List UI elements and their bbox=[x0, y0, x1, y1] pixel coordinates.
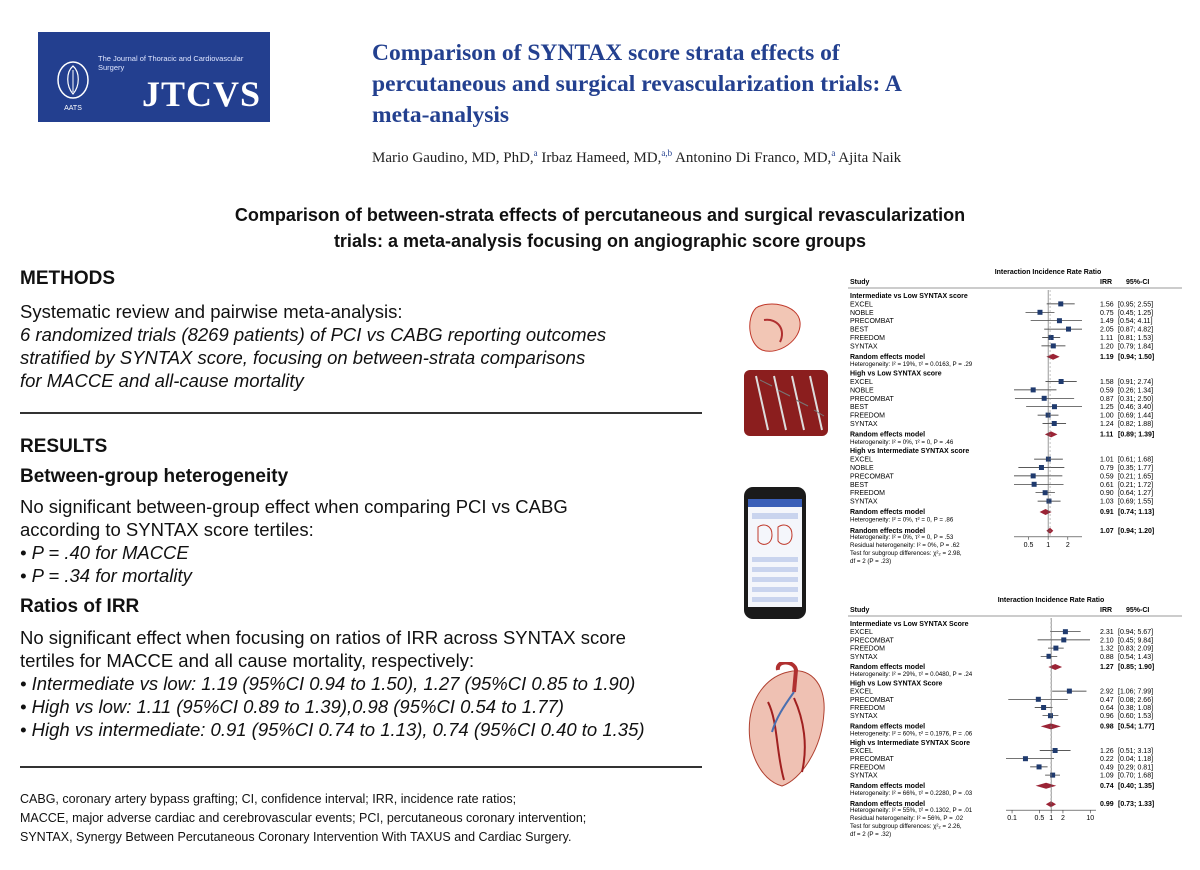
overall-irr: 1.07 bbox=[1100, 527, 1114, 535]
estimate-marker bbox=[1059, 379, 1064, 384]
title-line: Comparison of SYNTAX score strata effects of bbox=[372, 40, 840, 66]
bullet-item: • P = .34 for mortality bbox=[20, 565, 192, 586]
group-heading: High vs Intermediate SYNTAX score bbox=[850, 448, 970, 456]
pooled-diamond bbox=[1040, 509, 1052, 515]
results-line: No significant effect when focusing on ratios of IRR across SYNTAX score bbox=[20, 627, 626, 648]
overall-note: Heterogeneity: I² = 55%, τ² = 0.1302, P = .01 bbox=[850, 807, 973, 815]
irr-value: 1.20 bbox=[1100, 343, 1114, 351]
pooled-ci: [0.74; 1.13] bbox=[1118, 509, 1155, 516]
irr-value: 1.25 bbox=[1100, 404, 1114, 412]
results-subheading: Between-group heterogeneity bbox=[20, 466, 289, 487]
ci-value: [0.60; 1.53] bbox=[1118, 713, 1154, 721]
column-header-study: Study bbox=[850, 279, 870, 286]
heterogeneity-stat: Heterogeneity: I² = 0%, τ² = 0, P = .46 bbox=[850, 438, 954, 446]
study-name: SYNTAX bbox=[850, 421, 878, 428]
ci-value: [0.69; 1.44] bbox=[1118, 412, 1154, 420]
study-name: SYNTAX bbox=[850, 772, 878, 780]
ci-value: [0.54; 4.11] bbox=[1118, 318, 1153, 326]
ci-value: [0.08; 2.66] bbox=[1118, 696, 1154, 704]
overall-ci: [0.94; 1.20] bbox=[1118, 527, 1155, 535]
column-header-study: Study bbox=[850, 607, 870, 614]
estimate-marker bbox=[1031, 473, 1036, 478]
footnote-line: CABG, coronary artery bypass grafting; CI, confidence interval; IRR, incidence rate ratios; bbox=[20, 792, 517, 806]
logo-text: JTCVS bbox=[142, 74, 262, 114]
pooled-irr: 0.74 bbox=[1100, 782, 1114, 790]
ci-value: [0.26; 1.34] bbox=[1118, 387, 1154, 395]
x-tick-label: 0.5 bbox=[1034, 815, 1045, 823]
pooled-irr: 1.27 bbox=[1100, 664, 1114, 671]
irr-value: 2.10 bbox=[1100, 637, 1114, 645]
ci-value: [0.82; 1.88] bbox=[1118, 421, 1154, 428]
overall-note: Residual heterogeneity: I² = 0%, P = .62 bbox=[850, 541, 960, 549]
pooled-label: Random effects model bbox=[850, 782, 926, 790]
heterogeneity-stat: Heterogeneity: I² = 66%, τ² = 0.2280, P = .03 bbox=[850, 790, 973, 797]
irr-value: 2.05 bbox=[1100, 326, 1114, 334]
affiliation-mark: a bbox=[831, 148, 836, 158]
estimate-marker bbox=[1043, 490, 1048, 495]
irr-value: 0.49 bbox=[1100, 764, 1114, 772]
study-name: FREEDOM bbox=[850, 645, 885, 653]
overall-label: Random effects model bbox=[850, 527, 926, 535]
results-heading: RESULTS bbox=[20, 436, 108, 457]
overall-label: Random effects model bbox=[850, 801, 926, 809]
overall-note: Residual heterogeneity: I² = 56%, P = .02 bbox=[850, 815, 964, 823]
heterogeneity-stat: Heterogeneity: I² = 60%, τ² = 0.1976, P = .06 bbox=[850, 730, 973, 738]
study-name: FREEDOM bbox=[850, 490, 885, 498]
irr-value: 0.59 bbox=[1100, 473, 1114, 481]
irr-value: 0.90 bbox=[1100, 490, 1114, 498]
study-name: SYNTAX bbox=[850, 713, 878, 721]
study-name: PRECOMBAT bbox=[850, 395, 894, 403]
x-tick-label: 1 bbox=[1046, 541, 1051, 549]
pooled-label: Random effects model bbox=[850, 723, 926, 731]
heart-bypass-illustration bbox=[738, 662, 838, 792]
x-tick-label: 2 bbox=[1060, 815, 1065, 823]
pooled-ci: [0.85; 1.90] bbox=[1118, 664, 1155, 671]
pooled-label: Random effects model bbox=[850, 664, 926, 671]
study-name: EXCEL bbox=[850, 301, 873, 309]
plot-title: Interaction Incidence Rate Ratio bbox=[994, 269, 1102, 276]
study-name: FREEDOM bbox=[850, 764, 885, 772]
study-name: BEST bbox=[850, 326, 869, 334]
study-name: BEST bbox=[850, 481, 869, 489]
author: Ajita Naik bbox=[838, 150, 902, 166]
study-name: SYNTAX bbox=[850, 653, 878, 661]
study-name: PRECOMBAT bbox=[850, 318, 894, 326]
column-header-irr: IRR bbox=[1100, 279, 1113, 286]
bullet-text: Intermediate vs low: 1.19 (95%CI 0.94 to 1.50), 1.27 (95%CI 0.85 to 1.90) bbox=[31, 673, 636, 694]
ci-value: [0.45; 9.84] bbox=[1118, 637, 1154, 645]
stent-illustration bbox=[738, 300, 834, 440]
irr-value: 0.79 bbox=[1100, 465, 1114, 472]
x-tick-label: 1 bbox=[1049, 815, 1054, 823]
irr-value: 0.87 bbox=[1100, 395, 1114, 403]
estimate-marker bbox=[1063, 629, 1068, 634]
methods-body bbox=[20, 300, 720, 392]
pooled-irr: 1.11 bbox=[1100, 431, 1114, 439]
paper-title bbox=[372, 38, 1072, 131]
bullet-text: High vs low: 1.11 (95%CI 0.89 to 1.39),0.98 (95%CI 0.54 to 1.77) bbox=[31, 696, 564, 717]
ci-value: [0.79; 1.84] bbox=[1118, 343, 1154, 351]
pooled-irr: 0.91 bbox=[1100, 509, 1114, 516]
pooled-ci: [0.89; 1.39] bbox=[1118, 431, 1155, 439]
phone-app-illustration bbox=[742, 485, 808, 621]
title-line: meta-analysis bbox=[372, 102, 510, 128]
methods-line: Systematic review and pairwise meta-analysis: bbox=[20, 301, 403, 322]
ci-value: [0.54; 1.43] bbox=[1118, 653, 1154, 661]
estimate-marker bbox=[1042, 396, 1047, 401]
irr-value: 1.09 bbox=[1100, 772, 1114, 780]
results-line: according to SYNTAX score tertiles: bbox=[20, 519, 314, 540]
ci-value: [0.61; 1.68] bbox=[1118, 456, 1154, 464]
ci-value: [0.04; 1.18] bbox=[1118, 756, 1154, 764]
methods-italic-line: for MACCE and all-cause mortality bbox=[20, 370, 304, 391]
ci-value: [0.51; 3.13] bbox=[1118, 748, 1154, 755]
column-header-ci: 95%-CI bbox=[1126, 607, 1150, 614]
study-name: SYNTAX bbox=[850, 343, 878, 351]
estimate-marker bbox=[1053, 748, 1058, 753]
estimate-marker bbox=[1052, 404, 1057, 409]
group-heading: Intermediate vs Low SYNTAX score bbox=[850, 293, 968, 300]
estimate-marker bbox=[1031, 387, 1036, 392]
irr-value: 0.59 bbox=[1100, 387, 1114, 395]
bullet-item: • High vs low: 1.11 (95%CI 0.89 to 1.39),0.98 (95%CI 0.54 to 1.77) bbox=[20, 696, 564, 717]
ci-value: [0.81; 1.53] bbox=[1118, 335, 1154, 342]
author-list bbox=[372, 148, 1192, 167]
study-name: NOBLE bbox=[850, 465, 874, 472]
x-tick-label: 2 bbox=[1065, 541, 1070, 549]
plot-title: Interaction Incidence Rate Ratio bbox=[997, 597, 1105, 604]
affiliation-mark: a,b bbox=[661, 148, 673, 158]
pooled-diamond bbox=[1048, 664, 1062, 670]
pooled-label: Random effects model bbox=[850, 353, 926, 361]
study-name: EXCEL bbox=[850, 748, 873, 755]
study-name: PRECOMBAT bbox=[850, 637, 894, 645]
irr-value: 1.49 bbox=[1100, 318, 1114, 326]
ci-value: [0.95; 2.55] bbox=[1118, 301, 1154, 309]
ci-value: [0.87; 4.82] bbox=[1118, 326, 1154, 334]
irr-value: 0.61 bbox=[1100, 481, 1114, 489]
bullet-item: • High vs intermediate: 0.91 (95%CI 0.74 to 1.13), 0.74 (95%CI 0.40 to 1.35) bbox=[20, 719, 645, 740]
subtitle-line: trials: a meta-analysis focusing on angiographic score groups bbox=[333, 231, 867, 251]
irr-value: 0.96 bbox=[1100, 713, 1114, 721]
study-name: EXCEL bbox=[850, 629, 873, 637]
bullet-text: High vs intermediate: 0.91 (95%CI 0.74 to 1.13), 0.74 (95%CI 0.40 to 1.35) bbox=[31, 719, 645, 740]
abstract-subtitle bbox=[150, 202, 1050, 254]
overall-note: df = 2 (P = .23) bbox=[850, 557, 892, 565]
irr-value: 1.00 bbox=[1100, 412, 1114, 420]
bullet-text: P = .34 for mortality bbox=[31, 565, 192, 586]
pooled-irr: 1.19 bbox=[1100, 353, 1114, 361]
estimate-marker bbox=[1037, 764, 1042, 769]
ci-value: [0.21; 1.65] bbox=[1118, 473, 1154, 481]
estimate-marker bbox=[1052, 421, 1057, 426]
ci-value: [0.29; 0.81] bbox=[1118, 764, 1154, 772]
pooled-diamond bbox=[1045, 431, 1058, 437]
ci-value: [0.70; 1.68] bbox=[1118, 772, 1154, 780]
study-name: SYNTAX bbox=[850, 498, 878, 506]
study-name: EXCEL bbox=[850, 456, 873, 464]
irr-value: 0.22 bbox=[1100, 756, 1114, 764]
irr-value: 0.47 bbox=[1100, 696, 1114, 704]
heterogeneity-stat: Heterogeneity: I² = 29%, τ² = 0.0480, P = .24 bbox=[850, 671, 973, 679]
aats-seal-icon bbox=[53, 58, 93, 116]
section-divider bbox=[20, 412, 702, 414]
estimate-marker bbox=[1049, 335, 1054, 340]
pooled-ci: [0.40; 1.35] bbox=[1118, 782, 1155, 790]
journal-name: The Journal of Thoracic and Cardiovascular Surgery bbox=[98, 54, 244, 72]
ci-value: [1.06; 7.99] bbox=[1118, 688, 1154, 696]
irr-value: 0.64 bbox=[1100, 705, 1114, 712]
forest-plot-macce bbox=[846, 266, 1186, 590]
results-line: No significant between-group effect when comparing PCI vs CABG bbox=[20, 496, 568, 517]
estimate-marker bbox=[1061, 637, 1066, 642]
ci-value: [0.46; 3.40] bbox=[1118, 404, 1154, 412]
overall-note: Test for subgroup differences: χ²₂ = 2.26, bbox=[850, 823, 962, 831]
x-tick-label: 0.5 bbox=[1023, 541, 1034, 549]
irr-value: 0.88 bbox=[1100, 653, 1114, 661]
estimate-marker bbox=[1053, 646, 1058, 651]
study-name: PRECOMBAT bbox=[850, 696, 894, 704]
group-heading: Intermediate vs Low SYNTAX Score bbox=[850, 621, 969, 628]
bullet-item: • Intermediate vs low: 1.19 (95%CI 0.94 to 1.50), 1.27 (95%CI 0.85 to 1.90) bbox=[20, 673, 636, 694]
pooled-diamond bbox=[1036, 783, 1057, 789]
estimate-marker bbox=[1036, 697, 1041, 702]
irr-value: 1.32 bbox=[1100, 645, 1114, 653]
ci-value: [0.45; 1.25] bbox=[1118, 309, 1154, 317]
section-divider bbox=[20, 766, 702, 768]
subtitle-line: Comparison of between-strata effects of percutaneous and surgical revascularization bbox=[234, 205, 966, 225]
title-line: percutaneous and surgical revascularization trials: A bbox=[372, 71, 902, 97]
irr-value: 1.24 bbox=[1100, 421, 1114, 428]
overall-note: Test for subgroup differences: χ²₂ = 2.98, bbox=[850, 549, 962, 557]
ci-value: [0.38; 1.08] bbox=[1118, 705, 1154, 712]
irr-value: 2.31 bbox=[1100, 629, 1114, 637]
study-name: BEST bbox=[850, 404, 869, 412]
author: Mario Gaudino, MD, PhD, bbox=[372, 150, 534, 166]
study-name: PRECOMBAT bbox=[850, 756, 894, 764]
affiliation-mark: a bbox=[533, 148, 538, 158]
column-header-ci: 95%-CI bbox=[1126, 279, 1150, 286]
heterogeneity-body bbox=[20, 495, 720, 587]
study-name: FREEDOM bbox=[850, 335, 885, 342]
bullet-text: P = .40 for MACCE bbox=[31, 542, 189, 563]
ci-value: [0.31; 2.50] bbox=[1118, 395, 1154, 403]
x-tick-label: 10 bbox=[1086, 815, 1095, 823]
ci-value: [0.35; 1.77] bbox=[1118, 465, 1154, 472]
pooled-irr: 0.98 bbox=[1100, 723, 1114, 731]
results-subheading: Ratios of IRR bbox=[20, 596, 140, 617]
heterogeneity-stat: Heterogeneity: I² = 0%, τ² = 0, P = .86 bbox=[850, 516, 954, 524]
ci-value: [0.94; 5.67] bbox=[1118, 629, 1154, 637]
ci-value: [0.83; 2.09] bbox=[1118, 645, 1154, 653]
study-name: NOBLE bbox=[850, 387, 874, 395]
overall-note: df = 2 (P = .32) bbox=[850, 831, 892, 839]
estimate-marker bbox=[1047, 654, 1052, 659]
irr-value: 1.11 bbox=[1100, 335, 1114, 342]
ci-value: [0.21; 1.72] bbox=[1118, 481, 1154, 489]
group-heading: High vs Low SYNTAX Score bbox=[850, 680, 943, 688]
estimate-marker bbox=[1032, 482, 1037, 487]
author: Antonino Di Franco, MD, bbox=[675, 150, 832, 166]
study-name: EXCEL bbox=[850, 379, 873, 386]
study-name: PRECOMBAT bbox=[850, 473, 894, 481]
abbreviations-footnote bbox=[20, 790, 740, 847]
group-heading: High vs Intermediate SYNTAX Score bbox=[850, 739, 971, 747]
seal-text: AATS bbox=[64, 105, 82, 112]
methods-italic-line: stratified by SYNTAX score, focusing on between-strata comparisons bbox=[20, 347, 586, 368]
x-tick-label: 0.1 bbox=[1007, 815, 1017, 823]
estimate-marker bbox=[1066, 327, 1071, 332]
pooled-ci: [0.94; 1.50] bbox=[1118, 353, 1155, 361]
estimate-marker bbox=[1067, 689, 1072, 694]
estimate-marker bbox=[1058, 301, 1063, 306]
methods-italic-line: 6 randomized trials (8269 patients) of PCI vs CABG reporting outcomes bbox=[20, 324, 607, 345]
irr-value: 0.75 bbox=[1100, 309, 1114, 317]
pooled-ci: [0.54; 1.77] bbox=[1118, 723, 1155, 731]
irr-value: 1.01 bbox=[1100, 456, 1114, 464]
group-heading: High vs Low SYNTAX score bbox=[850, 370, 942, 378]
pooled-label: Random effects model bbox=[850, 509, 926, 516]
irr-value: 1.03 bbox=[1100, 498, 1114, 506]
irr-value: 1.56 bbox=[1100, 301, 1114, 309]
bullet-item: • P = .40 for MACCE bbox=[20, 542, 189, 563]
irr-ratio-body bbox=[20, 626, 720, 741]
estimate-marker bbox=[1037, 310, 1042, 315]
overall-irr: 0.99 bbox=[1100, 801, 1114, 809]
footnote-line: MACCE, major adverse cardiac and cerebrovascular events; PCI, percutaneous coronary intervention; bbox=[20, 811, 587, 825]
estimate-marker bbox=[1057, 318, 1062, 323]
estimate-marker bbox=[1051, 343, 1056, 348]
irr-value: 1.58 bbox=[1100, 379, 1114, 386]
journal-logo bbox=[38, 32, 270, 122]
estimate-marker bbox=[1039, 465, 1044, 470]
results-line: tertiles for MACCE and all cause mortality, respectively: bbox=[20, 650, 475, 671]
footnote-line: SYNTAX, Synergy Between Percutaneous Coronary Intervention With TAXUS and Cardiac Surgery. bbox=[20, 830, 572, 844]
pooled-label: Random effects model bbox=[850, 431, 926, 439]
ci-value: [0.69; 1.55] bbox=[1118, 498, 1154, 506]
study-name: NOBLE bbox=[850, 309, 874, 317]
estimate-marker bbox=[1048, 713, 1053, 718]
column-header-irr: IRR bbox=[1100, 607, 1113, 614]
irr-value: 1.26 bbox=[1100, 748, 1114, 755]
overall-ci: [0.73; 1.33] bbox=[1118, 801, 1155, 809]
estimate-marker bbox=[1046, 499, 1051, 504]
author: Irbaz Hameed, MD, bbox=[541, 150, 662, 166]
estimate-marker bbox=[1023, 756, 1028, 761]
overall-note: Heterogeneity: I² = 0%, τ² = 0, P = .53 bbox=[850, 533, 954, 541]
study-name: FREEDOM bbox=[850, 705, 885, 712]
study-name: EXCEL bbox=[850, 688, 873, 696]
ci-value: [0.91; 2.74] bbox=[1118, 379, 1154, 386]
irr-value: 2.92 bbox=[1100, 688, 1114, 696]
forest-plot-mortality bbox=[846, 594, 1186, 866]
ci-value: [0.64; 1.27] bbox=[1118, 490, 1154, 498]
estimate-marker bbox=[1041, 705, 1046, 710]
heterogeneity-stat: Heterogeneity: I² = 19%, τ² = 0.0163, P = .29 bbox=[850, 361, 973, 369]
methods-heading: METHODS bbox=[20, 268, 115, 289]
study-name: FREEDOM bbox=[850, 412, 885, 420]
